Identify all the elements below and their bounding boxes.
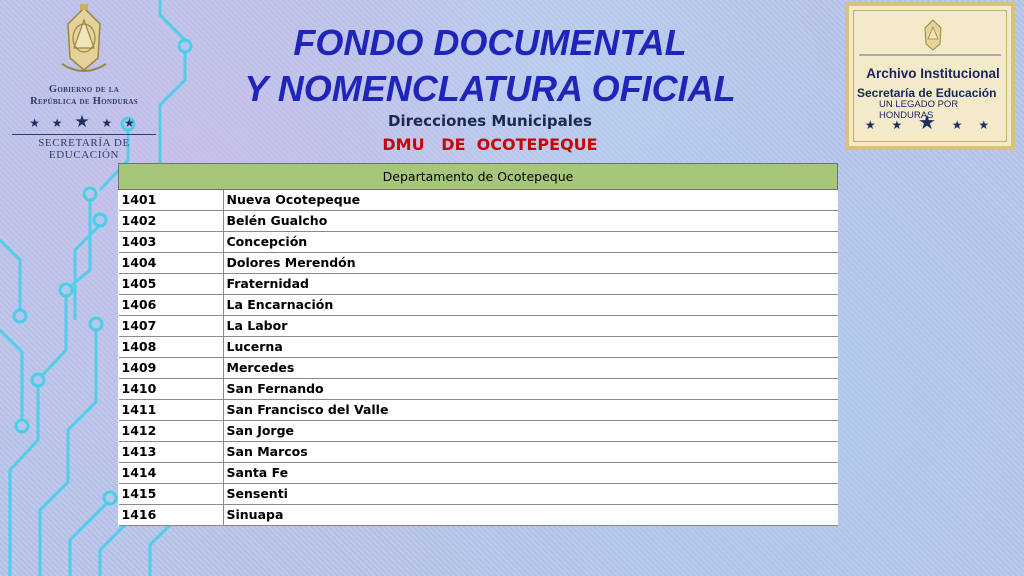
table-row [119, 337, 838, 358]
municipality-name: Lucerna [223, 337, 838, 358]
main-title-line2: Y NOMENCLATURA OFICIAL [244, 68, 736, 109]
municipality-code: 1404 [119, 253, 224, 274]
coat-of-arms-icon [919, 18, 947, 52]
divider [859, 54, 1001, 56]
secretaria-label: Secretaría de Educación [857, 86, 997, 100]
stars-icon: ★ ★ ★ ★ ★ [29, 112, 139, 132]
table-row [119, 211, 838, 232]
municipality-name: Sensenti [223, 484, 838, 505]
table-row [119, 442, 838, 463]
table-row [119, 463, 838, 484]
table-row [119, 316, 838, 337]
municipality-name: Fraternidad [223, 274, 838, 295]
table-row [119, 400, 838, 421]
table-body [119, 190, 838, 526]
municipality-code: 1402 [119, 211, 224, 232]
municipality-code: 1403 [119, 232, 224, 253]
municipality-code: 1407 [119, 316, 224, 337]
municipality-code: 1415 [119, 484, 224, 505]
municipality-name: La Labor [223, 316, 838, 337]
municipality-code: 1411 [119, 400, 224, 421]
municipality-name: Sinuapa [223, 505, 838, 526]
table-row [119, 421, 838, 442]
archivo-label: Archivo Institucional [866, 66, 1000, 81]
municipality-code: 1406 [119, 295, 224, 316]
municipality-code: 1401 [119, 190, 224, 211]
municipality-code: 1408 [119, 337, 224, 358]
secretaria-label: SECRETARÍA DE EDUCACIÓN [38, 137, 130, 161]
table-row [119, 190, 838, 211]
municipality-name: San Marcos [223, 442, 838, 463]
gobierno-line1: Gobierno de la [48, 84, 120, 95]
municipality-name: Santa Fe [223, 463, 838, 484]
municipality-name: San Francisco del Valle [223, 400, 838, 421]
main-title-line1: FONDO DOCUMENTAL [293, 22, 687, 63]
municipality-name: San Fernando [223, 379, 838, 400]
subtitle: Direcciones Municipales [388, 112, 592, 130]
dmu-heading: DMU DE OCOTEPEQUE [382, 135, 598, 154]
coat-of-arms-icon [54, 4, 114, 80]
table-row [119, 232, 838, 253]
municipality-code: 1410 [119, 379, 224, 400]
table-row [119, 295, 838, 316]
table-row [119, 505, 838, 526]
municipality-name: Belén Gualcho [223, 211, 838, 232]
municipality-code: 1412 [119, 421, 224, 442]
divider [12, 134, 156, 135]
table-row [119, 484, 838, 505]
municipality-code: 1405 [119, 274, 224, 295]
legado-label: UN LEGADO POR HONDURAS [879, 99, 959, 121]
gobierno-line2: República de Honduras [30, 96, 138, 107]
table-header: Departamento de Ocotepeque [119, 164, 838, 190]
municipality-code: 1413 [119, 442, 224, 463]
municipality-name: Concepción [223, 232, 838, 253]
archivo-institucional-logo [845, 2, 1015, 150]
municipality-name: San Jorge [223, 421, 838, 442]
gobierno-logo [6, 4, 162, 161]
municipality-code: 1416 [119, 505, 224, 526]
municipalities-table [118, 163, 838, 526]
municipality-name: Dolores Merendón [223, 253, 838, 274]
municipality-code: 1414 [119, 463, 224, 484]
table-row [119, 274, 838, 295]
municipality-name: Nueva Ocotepeque [223, 190, 838, 211]
table-row [119, 379, 838, 400]
municipality-code: 1409 [119, 358, 224, 379]
municipality-name: Mercedes [223, 358, 838, 379]
stars-icon: ★ ★ ★ ★ ★ [864, 110, 996, 134]
municipality-name: La Encarnación [223, 295, 838, 316]
table-row [119, 253, 838, 274]
table-row [119, 358, 838, 379]
